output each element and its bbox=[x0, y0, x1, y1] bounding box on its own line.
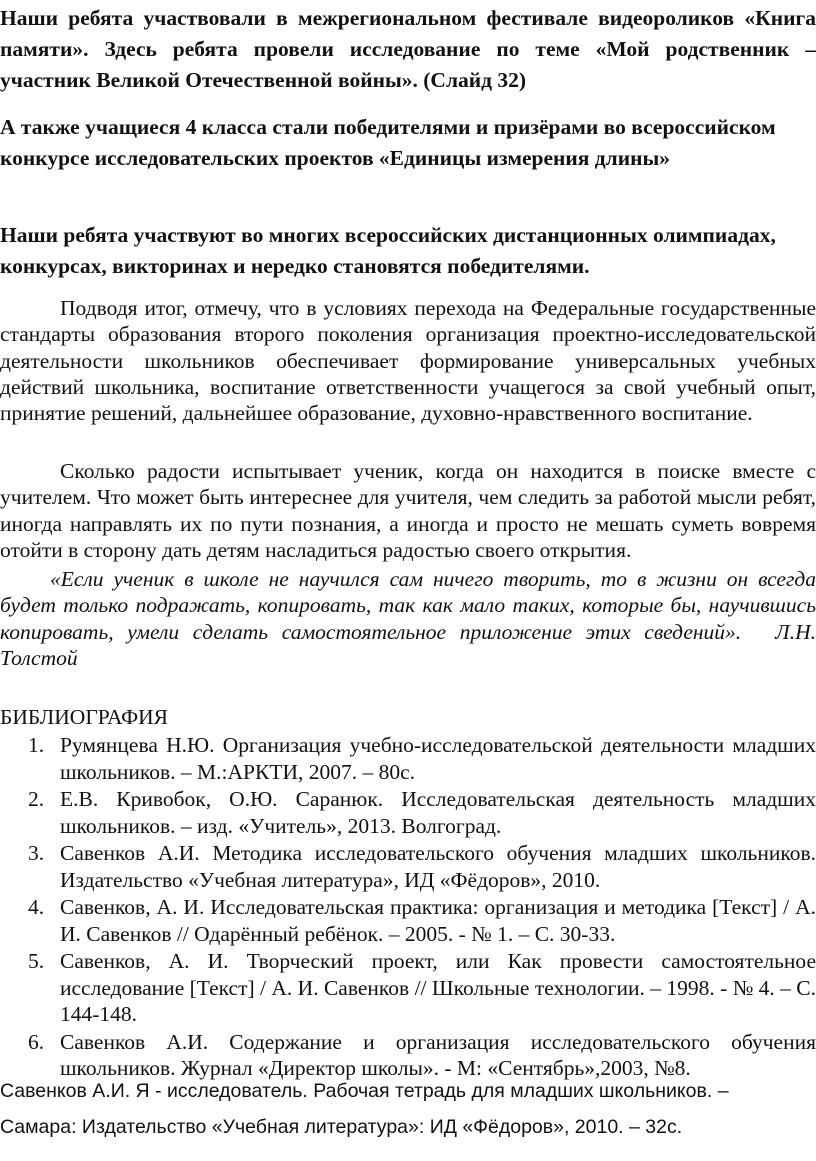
bibliography-list bbox=[0, 732, 816, 1083]
bibliography-item-number: 3. bbox=[28, 841, 45, 865]
bibliography-item bbox=[0, 894, 816, 947]
bibliography-item bbox=[0, 840, 816, 893]
bibliography-item-number: 5. bbox=[28, 949, 45, 973]
paragraph-joy: Сколько радости испытывает ученик, когда он находится в поиске вместе с учителем. Что может быть интереснее для учителя, чем следить за работой мысли ребят, иногда направлять их по пути познания, а иногда и просто не мешать суметь вовремя отойти в сторону дать детям насладиться радостью своего открытия. bbox=[0, 459, 816, 562]
bibliography-item bbox=[0, 948, 816, 1028]
bibliography-item-text: Савенков, А. И. Творческий проект, или Как провести самостоятельное исследование [Текст] / А. И. Савенков // Школьные технологии. – 1998. - № 4. – С. 144-148. bbox=[60, 949, 816, 1026]
bibliography-extra-line-1: Савенков А.И. Я - исследователь. Рабочая тетрадь для младших школьников. – bbox=[0, 1080, 729, 1102]
bibliography-item-number: 1. bbox=[28, 733, 45, 757]
bibliography-item-text: Савенков А.И. Методика исследовательского обучения младших школьников. Издательство «Учебная литература», ИД «Фёдоров», 2010. bbox=[60, 841, 816, 892]
bibliography-item-number: 6. bbox=[28, 1029, 45, 1054]
bibliography-item-text: Румянцева Н.Ю. Организация учебно-исследовательской деятельности младших школьников. – М.:АРКТИ, 2007. – 80с. bbox=[60, 733, 816, 784]
bibliography-item bbox=[0, 786, 816, 839]
bibliography-item-text: Савенков А.И. Содержание и организация исследовательского обучения школьников. Журнал «Директор школы». - М: «Сентябрь»,2003, №8. bbox=[60, 1029, 816, 1080]
bibliography-item-text: Е.В. Кривобок, О.Ю. Саранюк. Исследовательская деятельность младших школьников. – изд. «Учитель», 2013. Волгоград. bbox=[60, 787, 816, 838]
bibliography-title: БИБЛИОГРАФИЯ bbox=[0, 705, 168, 729]
paragraph-summary: Подводя итог, отмечу, что в условиях перехода на Федеральные государственные стандарты образования второго поколения организация проектно-исследовательской деятельности школьников обеспечивает формирование универсальных учебных действий школьника, воспитание ответственности учащегося за свой учебный опыт, принятие решений, дальнейшее образование, духовно-нравственного воспитание. bbox=[0, 296, 816, 426]
quote-author: Л.Н. Толстой bbox=[0, 619, 816, 670]
bibliography-extra-line-2: Самара: Издательство «Учебная литература»: ИД «Фёдоров», 2010. – 32с. bbox=[0, 1116, 683, 1138]
bibliography-item-number: 4. bbox=[28, 895, 45, 919]
paragraph-olympiads: Наши ребята участвуют во многих всероссийских дистанционных олимпиадах, конкурсах, викторинах и нередко становятся победителями. bbox=[0, 223, 776, 278]
tolstoy-quote bbox=[0, 566, 816, 671]
paragraph-festival: Наши ребята участвовали в межрегиональном фестивале видеороликов «Книга памяти». Здесь ребята провели исследование по теме «Мой родственник – участник Великой Отечественной войны». (Слайд 32) bbox=[0, 6, 816, 92]
quote-text: «Если ученик в школе не научился сам ничего творить, то в жизни он всегда будет только подражать, копировать, так как мало таких, которые бы, научившись копировать, умели сделать самостоятельное приложение этих сведений». bbox=[0, 567, 816, 644]
bibliography-item bbox=[0, 1029, 816, 1082]
paragraph-contest: А также учащиеся 4 класса стали победителями и призёрами во всероссийском конкурсе исследовательских проектов «Единицы измерения длины» bbox=[0, 115, 776, 170]
bibliography-item bbox=[0, 732, 816, 785]
bibliography-item-number: 2. bbox=[28, 787, 45, 811]
bibliography-item-text: Савенков, А. И. Исследовательская практика: организация и методика [Текст] / А. И. Савенков // Одарённый ребёнок. – 2005. - № 1. – С. 30-33. bbox=[60, 895, 816, 946]
